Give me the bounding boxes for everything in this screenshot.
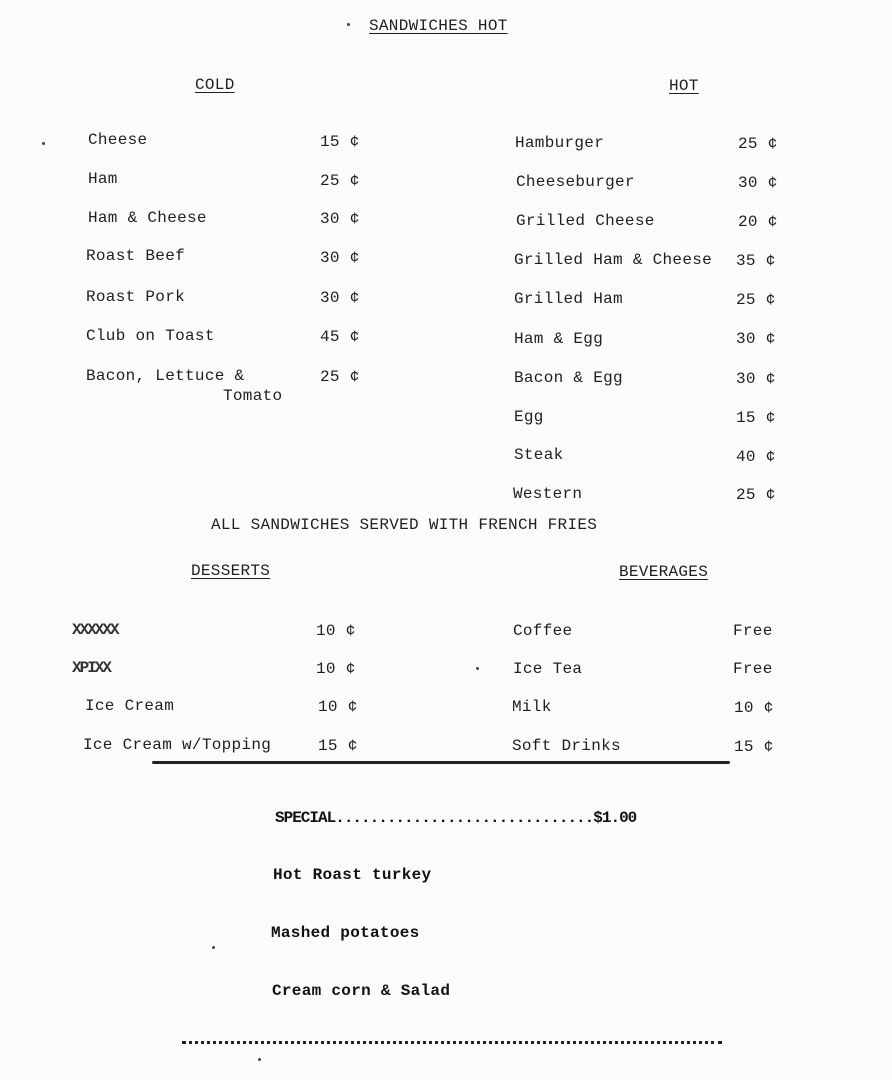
list-item: Ham	[88, 170, 118, 188]
item-price: 45 ¢	[320, 328, 360, 346]
item-price: 15 ¢	[320, 133, 360, 151]
list-item: Bacon, Lettuce &	[86, 367, 245, 385]
list-item: Ice Tea	[513, 660, 583, 678]
list-item: Steak	[514, 446, 564, 464]
item-price: Free	[733, 622, 773, 640]
special-item: Mashed potatoes	[271, 924, 420, 942]
list-item: Cheeseburger	[516, 173, 635, 191]
item-price: 10 ¢	[316, 660, 356, 678]
list-item: Ham & Egg	[514, 330, 604, 348]
special-item: Cream corn & Salad	[272, 982, 451, 1000]
list-item-continued: Tomato	[223, 387, 283, 405]
item-price: 30 ¢	[320, 249, 360, 267]
item-price: 30 ¢	[320, 289, 360, 307]
section-divider	[152, 761, 730, 764]
list-item: Grilled Ham & Cheese	[514, 251, 713, 269]
list-item: Western	[513, 485, 583, 503]
struck-item: XXXXXX	[72, 621, 118, 639]
item-price: 25 ¢	[736, 486, 776, 504]
list-item: Soft Drinks	[512, 737, 621, 755]
list-item: Grilled Cheese	[516, 212, 655, 230]
item-price: 25 ¢	[738, 135, 778, 153]
item-price: 10 ¢	[316, 622, 356, 640]
item-price: 15 ¢	[734, 738, 774, 756]
item-price: 30 ¢	[738, 174, 778, 192]
special-price-line: SPECIAL..............................$1.00	[275, 809, 637, 827]
item-price: 30 ¢	[736, 330, 776, 348]
special-item: Hot Roast turkey	[273, 866, 432, 884]
hot-heading: HOT	[669, 77, 699, 95]
beverages-heading: BEVERAGES	[619, 563, 709, 581]
cold-heading: COLD	[195, 76, 235, 94]
page-title: SANDWICHES HOT	[369, 17, 508, 35]
french-fries-note: ALL SANDWICHES SERVED WITH FRENCH FRIES	[211, 516, 598, 534]
list-item: Roast Pork	[86, 288, 186, 306]
dotted-divider	[182, 1041, 722, 1044]
list-item: Ham & Cheese	[88, 209, 207, 227]
item-price: 25 ¢	[320, 368, 360, 386]
list-item: Club on Toast	[86, 327, 215, 345]
list-item: Egg	[514, 408, 544, 426]
ink-speck	[258, 1058, 261, 1061]
list-item: Coffee	[513, 622, 573, 640]
item-price: 20 ¢	[738, 213, 778, 231]
list-item: Hamburger	[515, 134, 605, 152]
item-price: 30 ¢	[320, 210, 360, 228]
item-price: 25 ¢	[320, 172, 360, 190]
ink-speck	[212, 946, 215, 949]
ink-speck	[42, 142, 45, 145]
item-price: 35 ¢	[736, 252, 776, 270]
list-item: Milk	[512, 698, 552, 716]
item-price: 40 ¢	[736, 448, 776, 466]
item-price: Free	[733, 660, 773, 678]
item-price: 30 ¢	[736, 370, 776, 388]
item-price: 10 ¢	[318, 698, 358, 716]
desserts-heading: DESSERTS	[191, 562, 271, 580]
list-item: Ice Cream	[85, 697, 175, 715]
list-item: Bacon & Egg	[514, 369, 623, 387]
list-item: Cheese	[88, 131, 148, 149]
list-item: Roast Beef	[86, 247, 186, 265]
ink-speck	[476, 667, 479, 670]
list-item: Ice Cream w/Topping	[83, 736, 272, 754]
item-price: 25 ¢	[736, 291, 776, 309]
ink-speck	[347, 23, 350, 26]
item-price: 15 ¢	[318, 737, 358, 755]
item-price: 10 ¢	[734, 699, 774, 717]
item-price: 15 ¢	[736, 409, 776, 427]
struck-item: XPIXX	[72, 659, 111, 677]
list-item: Grilled Ham	[514, 290, 623, 308]
